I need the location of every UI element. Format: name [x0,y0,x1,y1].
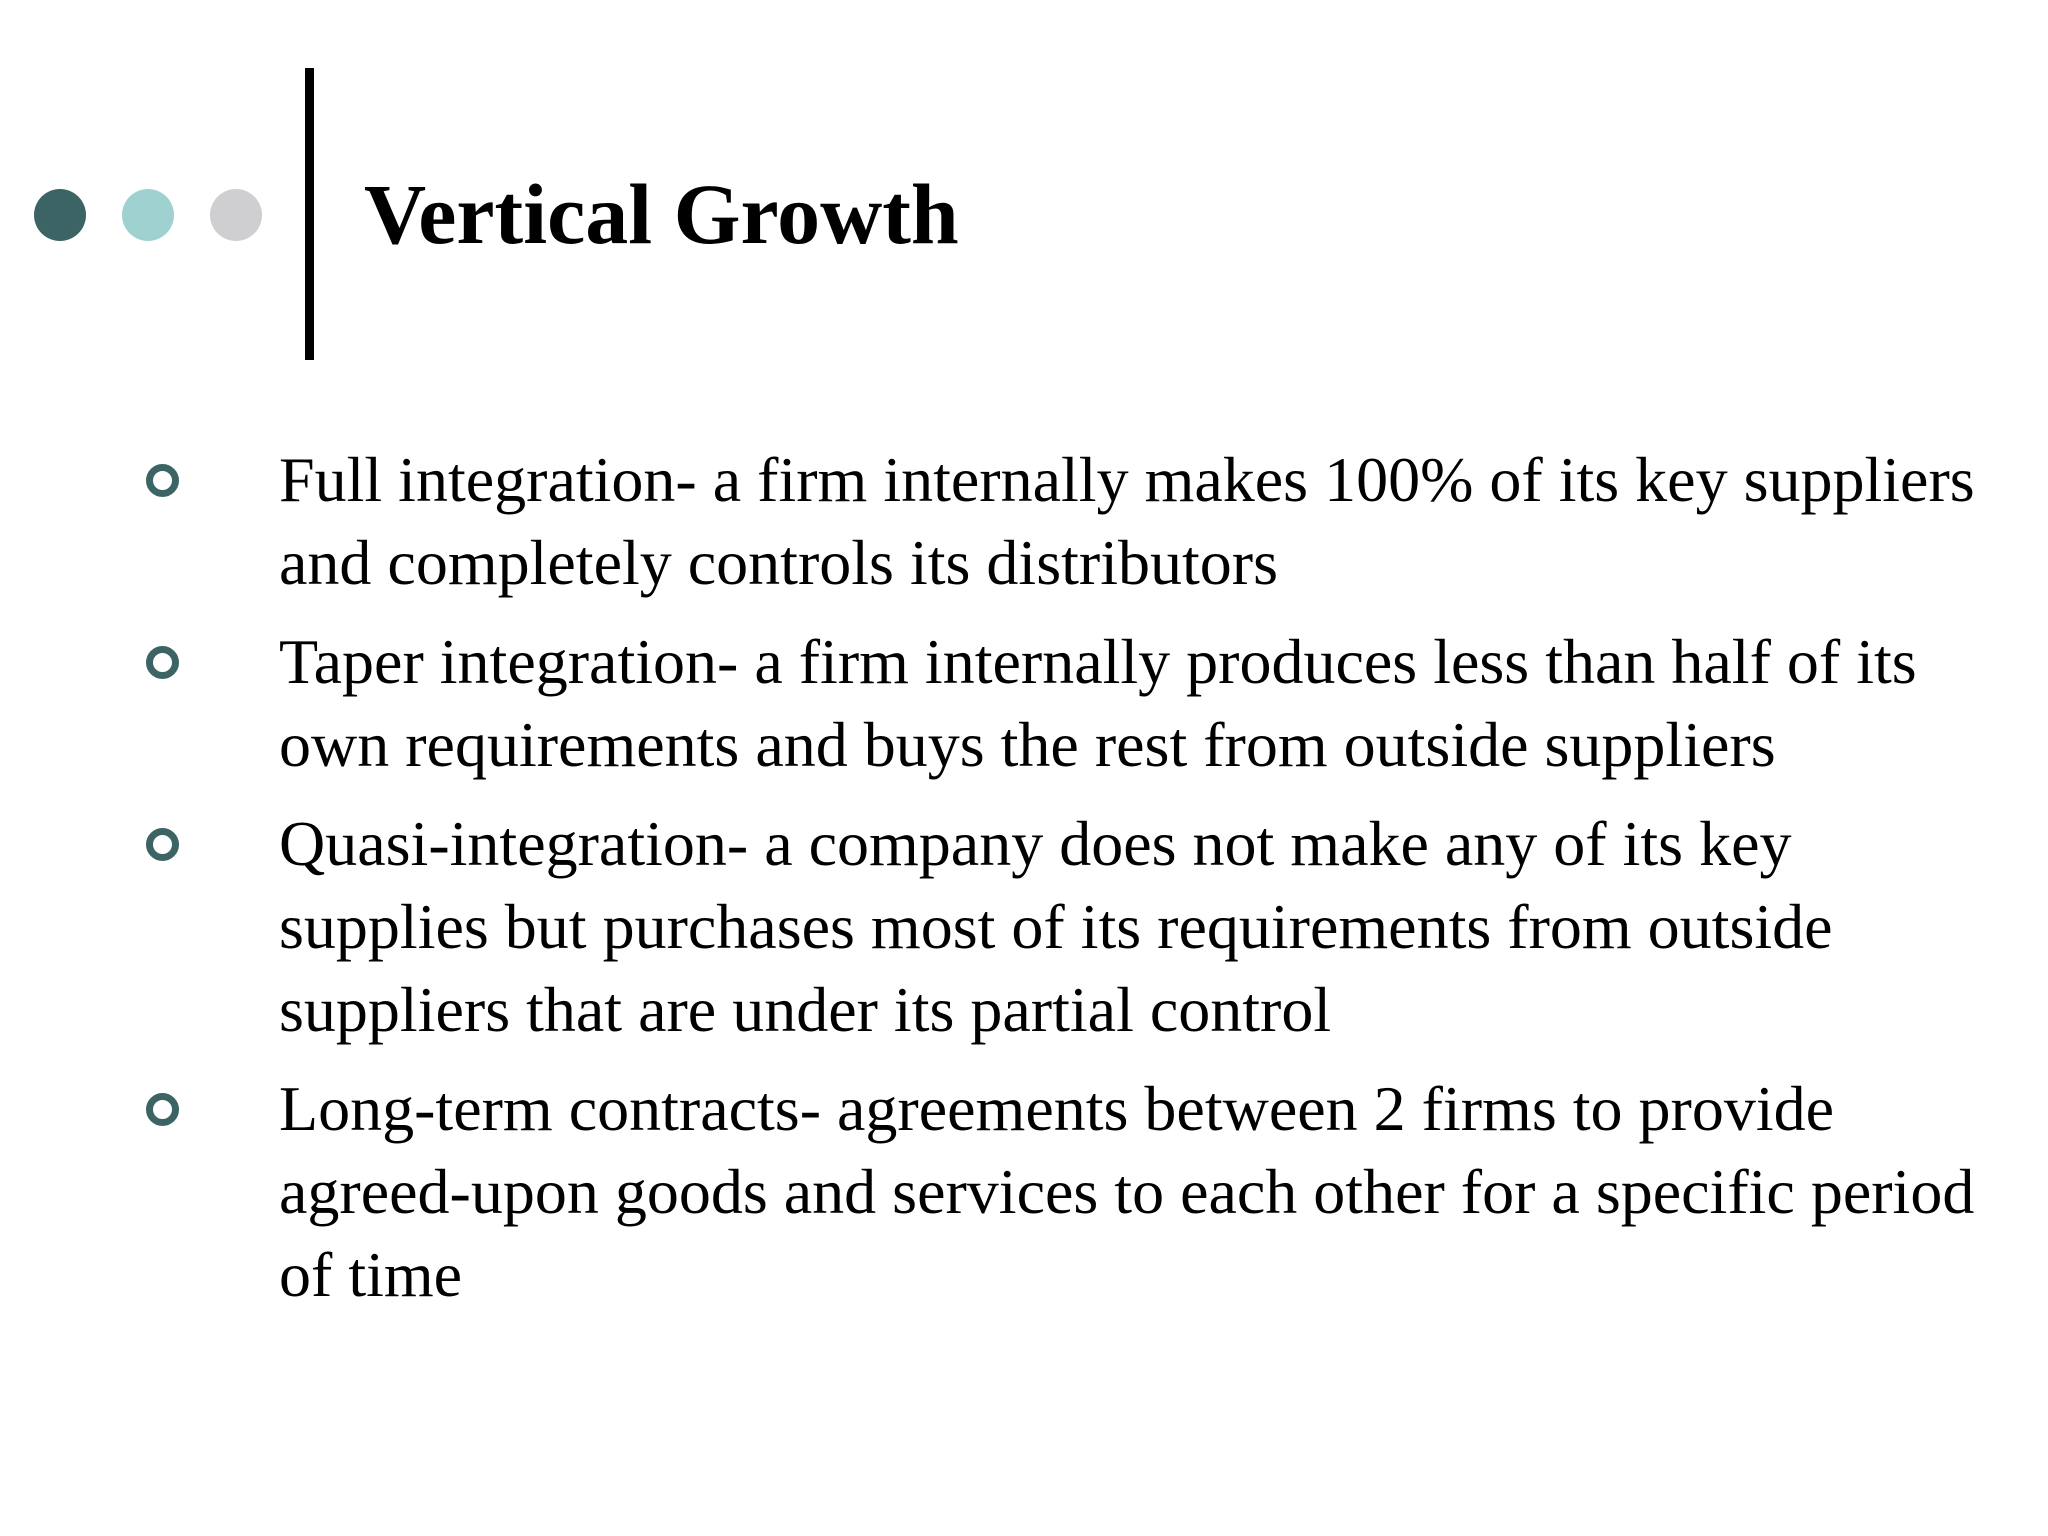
ring-bullet-icon [146,828,179,861]
bullet-text: Full integration- a firm internally makes 100% of its key suppliers and completely controls its distributors [279,444,1975,598]
bullet-text: Taper integration- a firm internally produces less than half of its own requirements and buys the rest from outside suppliers [279,626,1917,780]
dark-teal-dot-icon [34,189,86,241]
light-teal-dot-icon [122,189,174,241]
decorative-dots [34,189,298,241]
bullet-item-taper-integration [0,620,2048,786]
bullet-item-quasi-integration [0,802,2048,1051]
title-divider [305,68,314,360]
bullet-item-full-integration [0,438,2048,604]
ring-bullet-icon [146,464,179,497]
bullet-item-long-term-contracts [0,1067,2048,1316]
ring-bullet-icon [146,1093,179,1126]
slide-title: Vertical Growth [364,166,959,262]
ring-bullet-icon [146,646,179,679]
gray-dot-icon [210,189,262,241]
bullet-list [0,438,2048,1332]
bullet-text: Quasi-integration- a company does not make any of its key supplies but purchases most of its requirements from outside suppliers that are under its partial control [279,808,1833,1045]
bullet-text: Long-term contracts- agreements between 2 firms to provide agreed-upon goods and services to each other for a specific period of time [279,1073,1975,1310]
